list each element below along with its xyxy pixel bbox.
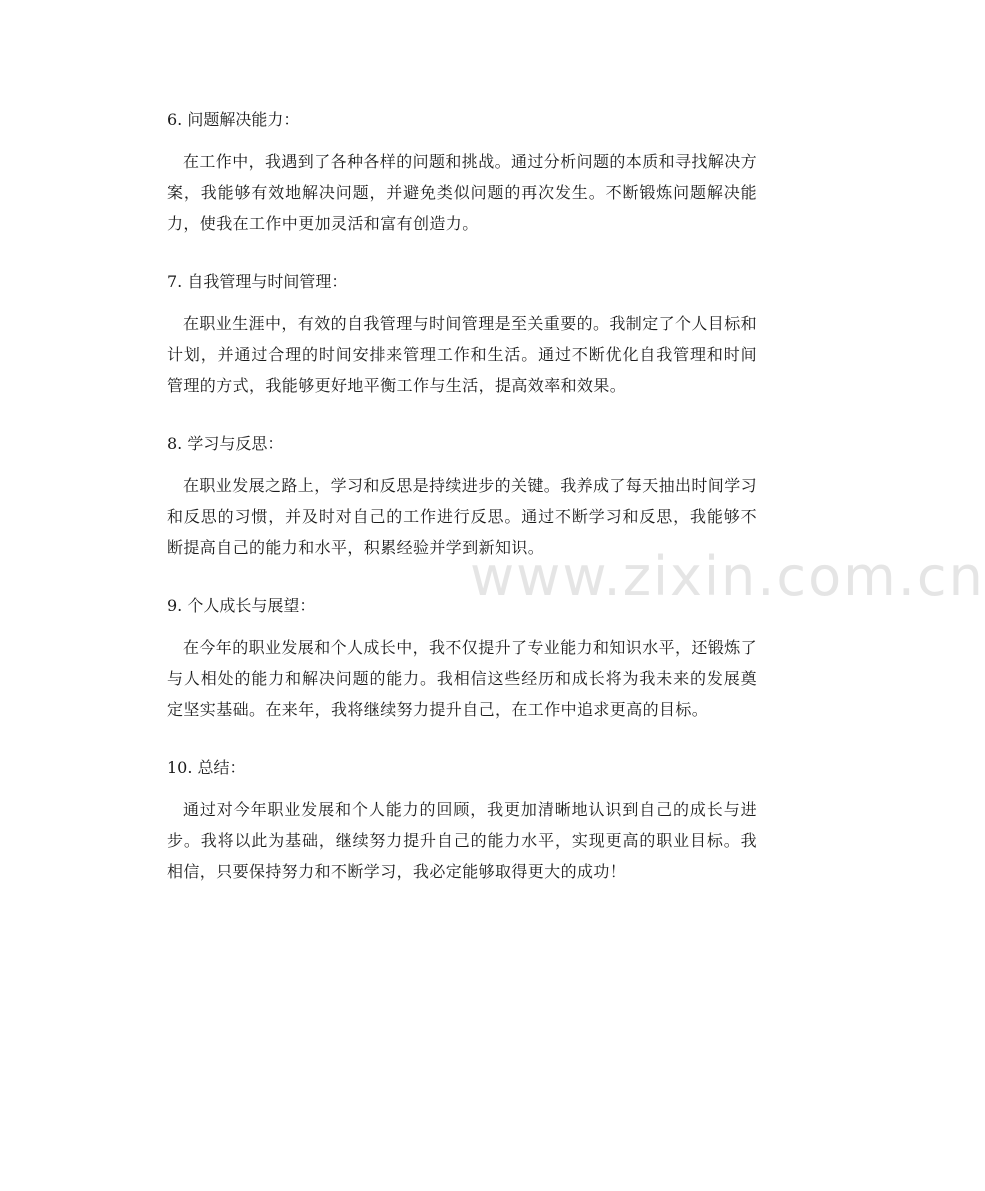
document-body (167, 104, 757, 914)
section-paragraph: 通过对今年职业发展和个人能力的回顾，我更加清晰地认识到自己的成长与进步。我将以此为基础，继续努力提升自己的能力水平，实现更高的职业目标。我相信，只要保持努力和不断学习，我必定能够取得更大的成功！ (167, 800, 757, 881)
section-heading: 10. 总结： (167, 758, 246, 777)
watermark-text: www.zixin.com.cn (470, 545, 985, 608)
section-9 (167, 590, 757, 725)
section-8 (167, 428, 757, 563)
section-paragraph: 在职业生涯中，有效的自我管理与时间管理是至关重要的。我制定了个人目标和计划，并通过合理的时间安排来管理工作和生活。通过不断优化自我管理和时间管理的方式，我能够更好地平衡工作与生活，提高效率和效果。 (167, 314, 758, 395)
section-10 (167, 752, 757, 887)
section-paragraph: 在今年的职业发展和个人成长中，我不仅提升了专业能力和知识水平，还锻炼了与人相处的能力和解决问题的能力。我相信这些经历和成长将为我未来的发展奠定坚实基础。在来年，我将继续努力提升自己，在工作中追求更高的目标。 (167, 638, 758, 719)
section-heading: 7. 自我管理与时间管理： (167, 272, 348, 291)
section-heading: 6. 问题解决能力： (167, 110, 300, 129)
section-paragraph: 在工作中，我遇到了各种各样的问题和挑战。通过分析问题的本质和寻找解决方案，我能够有效地解决问题，并避免类似问题的再次发生。不断锻炼问题解决能力，使我在工作中更加灵活和富有创造力。 (167, 152, 758, 233)
section-7 (167, 266, 757, 401)
section-heading: 9. 个人成长与展望： (167, 596, 316, 615)
section-heading: 8. 学习与反思： (167, 434, 284, 453)
section-paragraph: 在职业发展之路上，学习和反思是持续进步的关键。我养成了每天抽出时间学习和反思的习惯，并及时对自己的工作进行反思。通过不断学习和反思，我能够不断提高自己的能力和水平，积累经验并学到新知识。 (167, 476, 758, 557)
section-6 (167, 104, 757, 239)
